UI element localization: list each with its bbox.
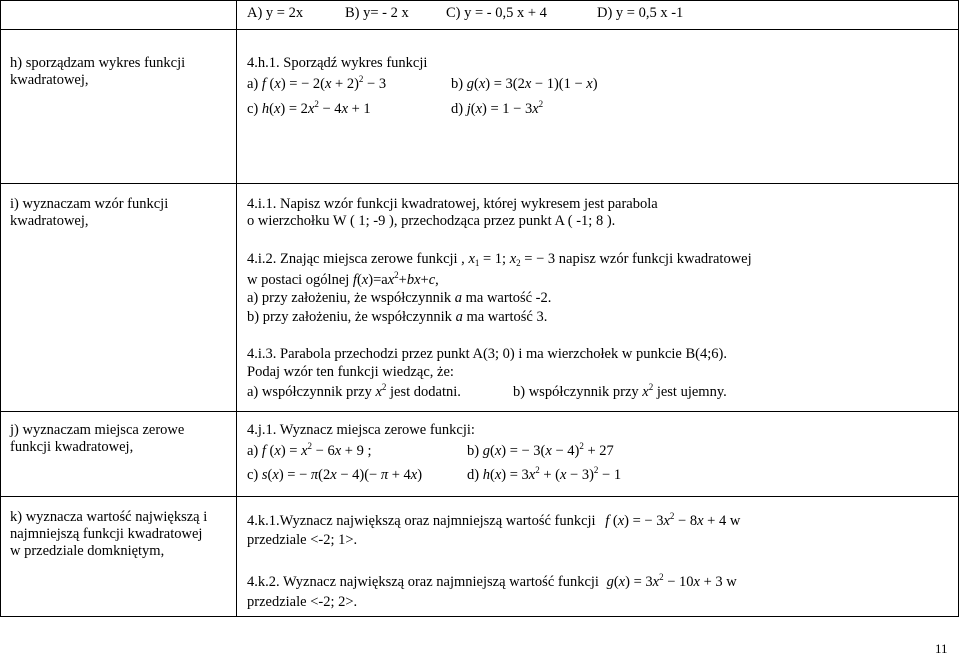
task-4k2-line1: 4.k.2. Wyznacz największą oraz najmniejszą wartość funkcji $g(x) = 3x^2 - 10x + 3$ w [247,572,737,590]
formula: $g(x) = 3x^2 - 10x + 3$ [606,572,723,590]
row-i-label-line1: i) wyznaczam wzór funkcji [10,196,169,212]
task-4i1-line1: 4.i.1. Napisz wzór funkcji kwadratowej, której wykresem jest parabola [247,196,658,212]
page-number: 11 [935,641,948,656]
formula: $h(x) = 2x^2 - 4x + 1$ [261,99,371,117]
table-border-bottom [0,616,959,617]
task-4i3-part-b: b) współczynnik przy $x^2$ jest ujemny. [513,382,727,400]
formula: f (x) = − $2(x + 2)^2 - 3$ [261,74,387,92]
task-4h1-option-c: c) $h(x) = 2x^2 - 4x + 1$ [247,99,371,117]
answer-a: A) y = 2x [247,5,304,21]
row-divider-i-j [0,411,959,412]
row-j-label-line2: funkcji kwadratowej, [10,439,134,455]
task-4j1-option-b: b) g(x) = − $3(x - 4)^2 + 27$ [467,441,614,459]
row-h-label-line2: kwadratowej, [10,72,89,88]
task-4k1-line1: 4.k.1.Wyznacz największą oraz najmniejszą wartość funkcji f (x) = − $3x^2 - 8x + 4$ w [247,511,741,529]
answer-c: C) y = - 0,5 x + 4 [446,5,547,21]
formula: $j(x) = 1 - 3x^2$ [466,99,544,117]
row-divider-h-i [0,183,959,184]
formula: f (x) = − $3x^2 - 8x + 4$ [605,511,727,529]
formula: s(x) = − π(2x − 4)(− π + 4x) [261,467,423,483]
task-4i3-line1: 4.i.3. Parabola przechodzi przez punkt A(3; 0) i ma wierzchołek w punkcie B(4;6). [247,346,727,362]
answer-b: B) y= - 2 x [345,5,409,21]
row-k-label-line1: k) wyznacza wartość największą i [10,509,208,525]
task-4i3-line2: Podaj wzór ten funkcji wiedząc, że: [247,364,454,380]
formula: $h(x) = 3x^2 + (x - 3)^2 - 1$ [482,465,622,483]
formula: f $(x) = x^2 - 6x + 9$ ; [261,441,372,459]
task-4h1-option-d: d) $j(x) = 1 - 3x^2$ [451,99,544,117]
column-divider [236,0,237,617]
task-4i1-line2: o wierzchołku W ( 1; -9 ), przechodząca przez punkt A ( -1; 8 ). [247,213,616,229]
row-divider-j-k [0,496,959,497]
answer-d: D) y = 0,5 x -1 [597,5,684,21]
task-4j1-title: 4.j.1. Wyznacz miejsca zerowe funkcji: [247,422,475,438]
task-4i3-part-a: a) współczynnik przy $x^2$ jest dodatni. [247,382,461,400]
task-4h1-option-b: b) g(x) = 3(2x − 1)(1 − x) [451,76,598,92]
row-divider-top-h [0,29,959,30]
task-4h1-title: 4.h.1. Sporządź wykres funkcji [247,55,428,71]
task-4i2-part-b: b) przy założeniu, że współczynnik a ma wartość 3. [247,309,548,325]
task-4j1-option-a: a) f $(x) = x^2 - 6x + 9$ ; [247,441,372,459]
row-k-label-line3: w przedziale domkniętym, [10,543,165,559]
task-4i2-line1: 4.i.2. Znając miejsca zerowe funkcji , $x_1 = 1$; $x_2$ = − 3 napisz wzór funkcji kwadratowej [247,251,752,268]
formula: g(x) = − $3(x - 4)^2 + 27$ [482,441,614,459]
task-4k2-line2: przedziale <-2; 2>. [247,594,358,610]
row-i-label-line2: kwadratowej, [10,213,89,229]
formula: $f(x)=ax^2+bx+c$, [352,270,439,288]
task-4i2-part-a: a) przy założeniu, że współczynnik a ma wartość -2. [247,290,552,306]
row-h-label-line1: h) sporządzam wykres funkcji [10,55,186,71]
task-4i2-line2: w postaci ogólnej $f(x)=ax^2+bx+c$, [247,270,439,288]
row-j-label-line1: j) wyznaczam miejsca zerowe [10,422,185,438]
formula: g(x) = 3(2x − 1)(1 − x) [466,76,598,92]
task-4k1-line2: przedziale <-2; 1>. [247,532,358,548]
task-4h1-option-a: a) f (x) = − $2(x + 2)^2 - 3$ [247,74,387,92]
formula: $x_1 = 1$; $x_2$ = − 3 [468,251,556,268]
task-4j1-option-d: d) $h(x) = 3x^2 + (x - 3)^2 - 1$ [467,465,622,483]
table-border-left [0,0,1,617]
table-border-top [0,0,959,1]
task-4j1-option-c: c) s(x) = − π(2x − 4)(− π + 4x) [247,467,423,483]
row-k-label-line2: najmniejszą funkcji kwadratowej [10,526,203,542]
